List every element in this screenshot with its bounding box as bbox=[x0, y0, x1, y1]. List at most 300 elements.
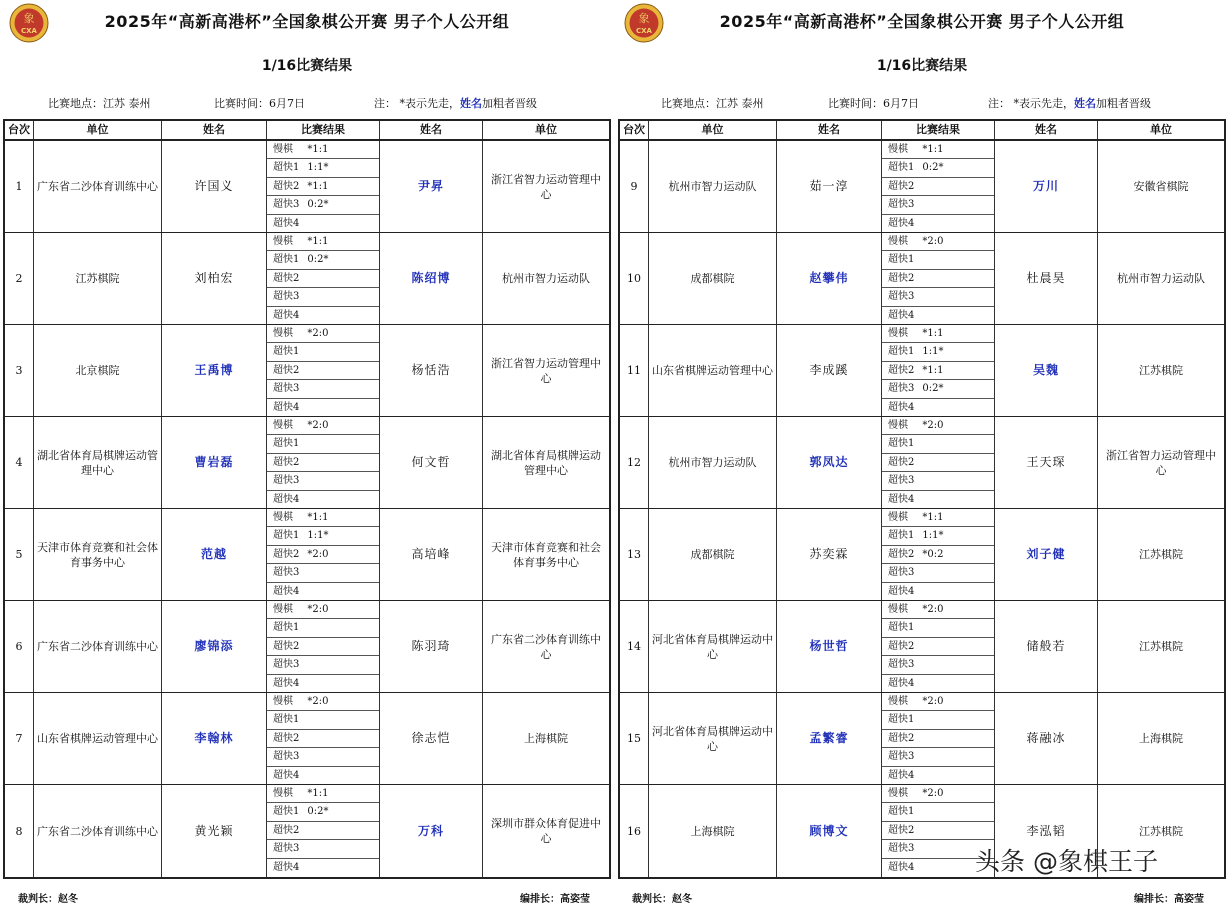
player-a-name: 刘柏宏 bbox=[162, 233, 267, 324]
column-header: 姓名 bbox=[380, 121, 483, 139]
game-score: 0:2* bbox=[307, 199, 329, 211]
game-score: 1:1* bbox=[922, 530, 944, 542]
result-line bbox=[267, 288, 379, 306]
unit-b: 江苏棋院 bbox=[1139, 640, 1183, 653]
result-line bbox=[267, 141, 379, 159]
game-type-label: 慢棋 bbox=[273, 512, 293, 523]
result-line bbox=[882, 325, 994, 343]
player-b-name: 陈绍博 bbox=[380, 233, 483, 324]
result-line bbox=[267, 362, 379, 380]
board-number: 10 bbox=[620, 233, 649, 324]
game-type-label: 超快4 bbox=[888, 861, 915, 873]
game-score: *1:1 bbox=[922, 512, 944, 523]
result-line bbox=[882, 675, 994, 693]
game-type-label: 超快2 bbox=[888, 732, 915, 744]
player-a-name: 许国义 bbox=[162, 141, 267, 232]
unit-a: 成都棋院 bbox=[649, 233, 777, 324]
unit-b: 安徽省棋院 bbox=[1133, 180, 1189, 193]
game-type-label: 慢棋 bbox=[888, 328, 908, 339]
board-row bbox=[5, 509, 609, 601]
column-header: 比赛结果 bbox=[267, 121, 380, 139]
player-a-name: 李翰林 bbox=[162, 693, 267, 784]
game-type-label: 慢棋 bbox=[273, 696, 293, 707]
result-line bbox=[882, 233, 994, 251]
board-number: 4 bbox=[5, 417, 34, 508]
result-line bbox=[267, 656, 379, 674]
referee-label: 裁判长：赵冬 bbox=[632, 894, 692, 905]
game-type-label: 超快2 bbox=[273, 732, 300, 744]
time-label: 比赛时间：6月7日 bbox=[214, 97, 305, 110]
game-type-label: 超快3 bbox=[273, 567, 300, 579]
unit-a: 广东省二沙体育训练中心 bbox=[34, 601, 162, 692]
board-row bbox=[5, 325, 609, 417]
result-line bbox=[882, 159, 994, 177]
board-row bbox=[620, 325, 1224, 417]
match-results bbox=[882, 141, 995, 232]
game-type-label: 超快3 bbox=[273, 291, 300, 303]
game-type-label: 超快1 bbox=[273, 438, 300, 450]
game-type-label: 超快4 bbox=[888, 401, 915, 413]
game-type-label: 超快3 bbox=[888, 291, 915, 303]
result-line bbox=[882, 251, 994, 269]
board-row bbox=[5, 233, 609, 325]
table-header-row bbox=[5, 121, 609, 141]
column-header: 单位 bbox=[1150, 123, 1172, 136]
result-line bbox=[267, 380, 379, 398]
result-line bbox=[267, 601, 379, 619]
game-type-label: 慢棋 bbox=[273, 236, 293, 247]
result-line bbox=[882, 803, 994, 821]
game-type-label: 超快4 bbox=[888, 493, 915, 505]
game-type-label: 慢棋 bbox=[888, 696, 908, 707]
result-line bbox=[882, 564, 994, 582]
game-score: *2:0 bbox=[922, 236, 944, 247]
game-type-label: 超快3 bbox=[888, 751, 915, 763]
result-line bbox=[267, 196, 379, 214]
game-type-label: 超快2 bbox=[888, 180, 915, 192]
result-line bbox=[882, 196, 994, 214]
game-score: 0:2* bbox=[922, 162, 944, 174]
result-line bbox=[882, 399, 994, 417]
svg-text:CXA: CXA bbox=[21, 27, 37, 35]
referee-label: 裁判长：赵冬 bbox=[18, 894, 78, 905]
player-a-name: 黄光颖 bbox=[162, 785, 267, 877]
note-label: 注： *表示先走，姓名加粗者晋级 bbox=[988, 97, 1151, 110]
column-header: 姓名 bbox=[162, 121, 267, 139]
game-type-label: 超快4 bbox=[273, 769, 300, 781]
column-header: 单位 bbox=[649, 121, 777, 139]
game-type-label: 超快2 bbox=[888, 548, 915, 560]
board-number: 12 bbox=[620, 417, 649, 508]
board-number: 5 bbox=[5, 509, 34, 600]
game-score: *1:1 bbox=[307, 236, 329, 247]
board-row bbox=[5, 601, 609, 693]
game-type-label: 超快1 bbox=[273, 530, 300, 542]
game-type-label: 超快1 bbox=[888, 622, 915, 634]
player-b-name: 何文哲 bbox=[380, 417, 483, 508]
game-type-label: 超快4 bbox=[273, 309, 300, 321]
column-header: 单位 bbox=[535, 123, 557, 136]
round-subtitle: 1/16比赛结果 bbox=[261, 58, 353, 74]
svg-text:CXA: CXA bbox=[636, 27, 652, 35]
unit-a: 广东省二沙体育训练中心 bbox=[34, 785, 162, 877]
game-score: *2:0 bbox=[922, 420, 944, 431]
result-line bbox=[267, 711, 379, 729]
result-line bbox=[882, 270, 994, 288]
game-score: 0:2* bbox=[307, 254, 329, 266]
result-line bbox=[267, 454, 379, 472]
result-line bbox=[882, 491, 994, 509]
board-row bbox=[5, 785, 609, 877]
result-line bbox=[267, 472, 379, 490]
result-line bbox=[882, 178, 994, 196]
result-line bbox=[267, 527, 379, 545]
result-line bbox=[267, 840, 379, 858]
table-header-row bbox=[620, 121, 1224, 141]
player-b-name: 李泓韬 bbox=[995, 785, 1098, 877]
result-line bbox=[882, 527, 994, 545]
match-results bbox=[882, 601, 995, 692]
match-results bbox=[267, 325, 380, 416]
game-type-label: 超快1 bbox=[888, 714, 915, 726]
result-line bbox=[882, 656, 994, 674]
game-type-label: 超快2 bbox=[888, 364, 915, 376]
result-line bbox=[882, 307, 994, 325]
game-type-label: 慢棋 bbox=[888, 420, 908, 431]
result-line bbox=[882, 693, 994, 711]
column-header: 姓名 bbox=[995, 121, 1098, 139]
board-number: 16 bbox=[620, 785, 649, 877]
player-a-name: 郭凤达 bbox=[777, 417, 882, 508]
game-type-label: 超快2 bbox=[888, 640, 915, 652]
board-number: 1 bbox=[5, 141, 34, 232]
game-score: 1:1* bbox=[307, 162, 329, 174]
game-score: *2:0 bbox=[922, 696, 944, 707]
unit-a: 北京棋院 bbox=[34, 325, 162, 416]
result-line bbox=[882, 785, 994, 803]
result-line bbox=[267, 748, 379, 766]
result-line bbox=[882, 288, 994, 306]
game-type-label: 慢棋 bbox=[273, 420, 293, 431]
round-subtitle: 1/16比赛结果 bbox=[876, 58, 968, 74]
unit-b: 天津市体育竞赛和社会体育事务中心 bbox=[491, 540, 601, 569]
column-header: 单位 bbox=[34, 121, 162, 139]
watermark: 头条 @象棋王子 bbox=[975, 847, 1158, 876]
game-type-label: 超快3 bbox=[273, 659, 300, 671]
game-type-label: 慢棋 bbox=[273, 144, 293, 155]
game-type-label: 超快1 bbox=[273, 714, 300, 726]
game-type-label: 超快2 bbox=[273, 272, 300, 284]
result-line bbox=[267, 693, 379, 711]
match-results bbox=[267, 785, 380, 877]
result-line bbox=[882, 711, 994, 729]
game-type-label: 超快3 bbox=[273, 751, 300, 763]
game-type-label: 慢棋 bbox=[273, 328, 293, 339]
player-a-name: 范越 bbox=[162, 509, 267, 600]
result-line bbox=[267, 159, 379, 177]
result-line bbox=[882, 748, 994, 766]
result-line bbox=[882, 546, 994, 564]
result-line bbox=[267, 435, 379, 453]
result-line bbox=[267, 546, 379, 564]
game-type-label: 超快1 bbox=[888, 438, 915, 450]
game-type-label: 超快4 bbox=[888, 769, 915, 781]
game-score: *2:0 bbox=[307, 328, 329, 339]
left-panel bbox=[0, 0, 614, 904]
game-score: *2:0 bbox=[922, 604, 944, 615]
game-type-label: 慢棋 bbox=[273, 604, 293, 615]
board-number: 13 bbox=[620, 509, 649, 600]
unit-a: 天津市体育竞赛和社会体育事务中心 bbox=[34, 509, 162, 600]
game-type-label: 超快4 bbox=[888, 309, 915, 321]
unit-a: 广东省二沙体育训练中心 bbox=[34, 141, 162, 232]
game-type-label: 超快1 bbox=[888, 162, 915, 174]
unit-a: 河北省体育局棋牌运动中心 bbox=[649, 693, 777, 784]
game-score: *2:0 bbox=[307, 604, 329, 615]
game-type-label: 超快3 bbox=[273, 843, 300, 855]
match-results bbox=[267, 693, 380, 784]
game-type-label: 超快2 bbox=[888, 456, 915, 468]
game-type-label: 超快1 bbox=[273, 162, 300, 174]
location-label: 比赛地点：江苏 泰州 bbox=[48, 97, 151, 110]
unit-b: 江苏棋院 bbox=[1139, 824, 1183, 838]
arranger-label: 编排长：高姿莹 bbox=[1134, 894, 1204, 905]
board-number: 6 bbox=[5, 601, 34, 692]
column-header: 姓名 bbox=[777, 121, 882, 139]
result-line bbox=[882, 601, 994, 619]
player-a-name: 茹一淳 bbox=[777, 141, 882, 232]
page-title: 2025年“高新高港杯”全国象棋公开赛 男子个人公开组 bbox=[104, 12, 510, 31]
result-line bbox=[882, 417, 994, 435]
result-line bbox=[882, 215, 994, 233]
game-score: *2:0 bbox=[307, 420, 329, 431]
game-type-label: 慢棋 bbox=[888, 788, 908, 799]
unit-a: 河北省体育局棋牌运动中心 bbox=[649, 601, 777, 692]
result-line bbox=[267, 859, 379, 877]
game-type-label: 超快3 bbox=[273, 199, 300, 211]
player-b-name: 储般若 bbox=[995, 601, 1098, 692]
match-results bbox=[267, 601, 380, 692]
results-table-left bbox=[3, 119, 611, 879]
arranger-label: 编排长：高姿莹 bbox=[520, 894, 590, 905]
game-type-label: 超快3 bbox=[888, 843, 915, 855]
unit-b: 浙江省智力运动管理中心 bbox=[491, 172, 601, 201]
result-line bbox=[267, 730, 379, 748]
game-score: *2:0 bbox=[307, 548, 329, 560]
column-header: 台次 bbox=[5, 121, 34, 139]
game-type-label: 超快1 bbox=[888, 530, 915, 542]
board-row bbox=[620, 509, 1224, 601]
game-score: *2:0 bbox=[307, 696, 329, 707]
board-row bbox=[5, 693, 609, 785]
board-number: 2 bbox=[5, 233, 34, 324]
unit-a: 上海棋院 bbox=[649, 785, 777, 877]
game-type-label: 超快1 bbox=[273, 346, 300, 358]
unit-b: 浙江省智力运动管理中心 bbox=[491, 356, 601, 385]
player-a-name: 李成蹊 bbox=[777, 325, 882, 416]
game-score: *1:1 bbox=[307, 512, 329, 523]
result-line bbox=[882, 362, 994, 380]
game-type-label: 超快4 bbox=[273, 861, 300, 873]
result-line bbox=[267, 251, 379, 269]
unit-b: 江苏棋院 bbox=[1139, 548, 1183, 561]
game-type-label: 超快4 bbox=[273, 401, 300, 413]
result-line bbox=[882, 767, 994, 785]
board-row bbox=[5, 417, 609, 509]
match-results bbox=[267, 141, 380, 232]
player-a-name: 曹岩磊 bbox=[162, 417, 267, 508]
unit-b: 上海棋院 bbox=[1139, 732, 1183, 745]
unit-b: 广东省二沙体育训练中心 bbox=[491, 632, 601, 661]
result-line bbox=[882, 454, 994, 472]
result-line bbox=[882, 435, 994, 453]
result-line bbox=[882, 638, 994, 656]
result-line bbox=[267, 785, 379, 803]
result-line bbox=[882, 141, 994, 159]
game-type-label: 超快3 bbox=[273, 383, 300, 395]
board-row bbox=[620, 693, 1224, 785]
player-b-name: 杜晨昊 bbox=[995, 233, 1098, 324]
unit-b: 深圳市群众体育促进中心 bbox=[491, 817, 601, 845]
game-type-label: 超快2 bbox=[273, 180, 300, 192]
unit-b: 江苏棋院 bbox=[1139, 364, 1183, 377]
right-panel bbox=[615, 0, 1229, 904]
game-score: 0:2* bbox=[307, 806, 329, 818]
game-score: 1:1* bbox=[307, 530, 329, 542]
unit-b: 浙江省智力运动管理中心 bbox=[1106, 448, 1216, 477]
game-type-label: 超快3 bbox=[888, 383, 915, 395]
game-score: *1:1 bbox=[922, 364, 944, 376]
result-line bbox=[882, 472, 994, 490]
game-score: *1:1 bbox=[307, 180, 329, 192]
game-type-label: 超快1 bbox=[273, 254, 300, 266]
player-b-name: 万川 bbox=[995, 141, 1098, 232]
note-label: 注： *表示先走，姓名加粗者晋级 bbox=[374, 97, 537, 110]
unit-b: 湖北省体育局棋牌运动管理中心 bbox=[491, 448, 601, 477]
player-b-name: 万科 bbox=[380, 785, 483, 877]
game-type-label: 超快1 bbox=[888, 254, 915, 266]
unit-b: 上海棋院 bbox=[524, 732, 568, 745]
result-line bbox=[882, 730, 994, 748]
game-type-label: 超快3 bbox=[888, 199, 915, 211]
match-results bbox=[882, 417, 995, 508]
game-type-label: 超快2 bbox=[273, 824, 300, 836]
result-line bbox=[267, 675, 379, 693]
game-type-label: 超快3 bbox=[888, 475, 915, 487]
result-line bbox=[267, 325, 379, 343]
result-line bbox=[267, 343, 379, 361]
board-number: 9 bbox=[620, 141, 649, 232]
player-a-name: 杨世哲 bbox=[777, 601, 882, 692]
unit-b: 杭州市智力运动队 bbox=[502, 272, 590, 285]
board-number: 14 bbox=[620, 601, 649, 692]
game-type-label: 超快4 bbox=[273, 585, 300, 597]
board-row bbox=[5, 141, 609, 233]
result-line bbox=[267, 767, 379, 785]
game-type-label: 超快4 bbox=[888, 677, 915, 689]
game-type-label: 超快4 bbox=[273, 677, 300, 689]
board-number: 3 bbox=[5, 325, 34, 416]
svg-text:象: 象 bbox=[23, 12, 35, 25]
unit-a: 杭州市智力运动队 bbox=[649, 141, 777, 232]
game-type-label: 超快4 bbox=[273, 217, 300, 229]
game-type-label: 超快3 bbox=[273, 475, 300, 487]
game-type-label: 超快3 bbox=[888, 567, 915, 579]
board-number: 7 bbox=[5, 693, 34, 784]
game-score: *1:1 bbox=[922, 328, 944, 339]
time-label: 比赛时间：6月7日 bbox=[828, 97, 919, 110]
board-number: 8 bbox=[5, 785, 34, 877]
result-line bbox=[267, 215, 379, 233]
match-results bbox=[267, 233, 380, 324]
player-b-name: 杨恬浩 bbox=[380, 325, 483, 416]
game-score: *1:1 bbox=[307, 144, 329, 155]
unit-a: 成都棋院 bbox=[649, 509, 777, 600]
game-type-label: 超快4 bbox=[888, 217, 915, 229]
player-a-name: 苏奕霖 bbox=[777, 509, 882, 600]
player-a-name: 廖锦添 bbox=[162, 601, 267, 692]
result-line bbox=[882, 822, 994, 840]
result-line bbox=[882, 583, 994, 601]
match-results bbox=[882, 693, 995, 784]
board-row bbox=[620, 141, 1224, 233]
result-line bbox=[882, 380, 994, 398]
match-results bbox=[882, 233, 995, 324]
player-b-name: 高培峰 bbox=[380, 509, 483, 600]
result-line bbox=[882, 619, 994, 637]
match-results bbox=[882, 325, 995, 416]
svg-text:象: 象 bbox=[638, 12, 650, 25]
results-table-right bbox=[618, 119, 1226, 879]
game-type-label: 超快4 bbox=[888, 585, 915, 597]
game-type-label: 超快2 bbox=[888, 272, 915, 284]
page-title: 2025年“高新高港杯”全国象棋公开赛 男子个人公开组 bbox=[719, 12, 1125, 31]
game-type-label: 慢棋 bbox=[888, 604, 908, 615]
game-type-label: 超快1 bbox=[273, 622, 300, 634]
game-type-label: 超快1 bbox=[888, 346, 915, 358]
player-a-name: 顾博文 bbox=[777, 785, 882, 877]
game-type-label: 超快1 bbox=[888, 806, 915, 818]
unit-b: 杭州市智力运动队 bbox=[1117, 272, 1205, 285]
player-b-name: 王天琛 bbox=[995, 417, 1098, 508]
player-a-name: 孟繁睿 bbox=[777, 693, 882, 784]
game-score: *1:1 bbox=[922, 144, 944, 155]
unit-a: 江苏棋院 bbox=[34, 233, 162, 324]
game-type-label: 超快4 bbox=[273, 493, 300, 505]
unit-a: 山东省棋牌运动管理中心 bbox=[34, 693, 162, 784]
match-results bbox=[882, 509, 995, 600]
result-line bbox=[267, 399, 379, 417]
player-b-name: 徐志恺 bbox=[380, 693, 483, 784]
board-row bbox=[620, 233, 1224, 325]
player-b-name: 刘子健 bbox=[995, 509, 1098, 600]
match-results bbox=[267, 509, 380, 600]
result-line bbox=[267, 803, 379, 821]
result-line bbox=[267, 233, 379, 251]
player-b-name: 尹昇 bbox=[380, 141, 483, 232]
board-row bbox=[620, 601, 1224, 693]
board-row bbox=[620, 417, 1224, 509]
game-score: *2:0 bbox=[922, 788, 944, 799]
player-b-name: 陈羽琦 bbox=[380, 601, 483, 692]
column-header: 台次 bbox=[620, 121, 649, 139]
unit-a: 山东省棋牌运动管理中心 bbox=[649, 325, 777, 416]
game-type-label: 超快2 bbox=[273, 640, 300, 652]
result-line bbox=[882, 343, 994, 361]
player-b-name: 吴魏 bbox=[995, 325, 1098, 416]
board-number: 15 bbox=[620, 693, 649, 784]
game-type-label: 超快2 bbox=[273, 456, 300, 468]
